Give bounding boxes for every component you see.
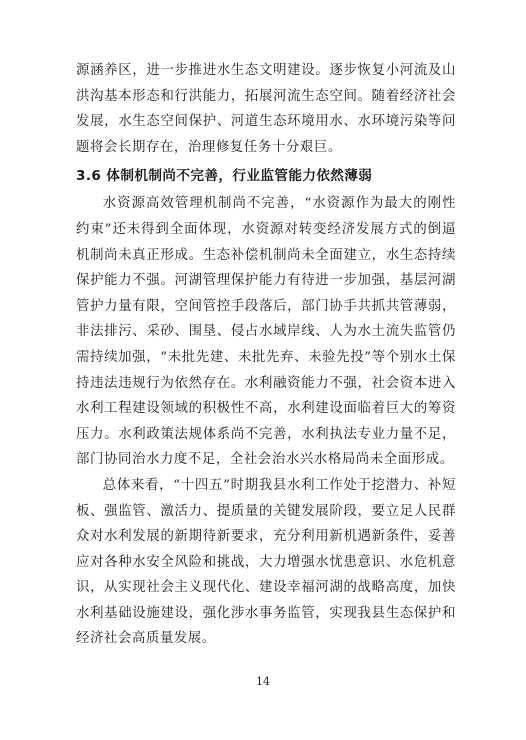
- page-content: [76, 58, 456, 652]
- section-heading: 3.6 体制机制尚不完善，行业监管能力依然薄弱: [76, 168, 373, 185]
- paragraph-summary: 总体来看，“十四五”时期我县水利工作处于挖潜力、补短板、强监管、激活力、提质量的关键发展阶段，要立足人民群众对水利发展的新期待新要求，充分利用新机遇新条件，妥善应对各种水安全风险和挑战，大力增强水忧患意识、水危机意识，从实现社会主义现代化、建设幸福河湖的战略高度，加快水利基础设施建设，强化涉水事务监管，实现我县生态保护和经济社会高质量发展。: [76, 477, 456, 647]
- paragraph-continued: 源涵养区，进一步推进水生态文明建设。逐步恢复小河流及山洪沟基本形态和行洪能力，拓展河流生态空间。随着经济社会发展，水生态空间保护、河道生态环境用水、水环境污染等问题将会长期存在，治理修复任务十分艰巨。: [76, 63, 456, 155]
- page-number: 14: [256, 675, 270, 688]
- paragraph-governance: 水资源高效管理机制尚不完善，“水资源作为最大的刚性约束”还未得到全面体现，水资源对转变经济发展方式的倒逼机制尚未真正形成。生态补偿机制尚未全面建立，水生态持续保护能力不强。河湖管理保护能力有待进一步加强，基层河湖管护力量有限，空间管控手段落后，部门协手共抓共管薄弱，非法排污、采砂、围垦、侵占水域岸线、人为水土流失监管仍需持续加强，“未批先建、未批先弃、未验先投”等个别水土保持违法违规行为依然存在。水利融资能力不强，社会资本进入水利工程建设领域的积极性不高，水利建设面临着巨大的筹资压力。水利政策法规体系尚不完善，水利执法专业力量不足，部门协同治水力度不足，全社会治水兴水格局尚未全面形成。: [76, 196, 456, 468]
